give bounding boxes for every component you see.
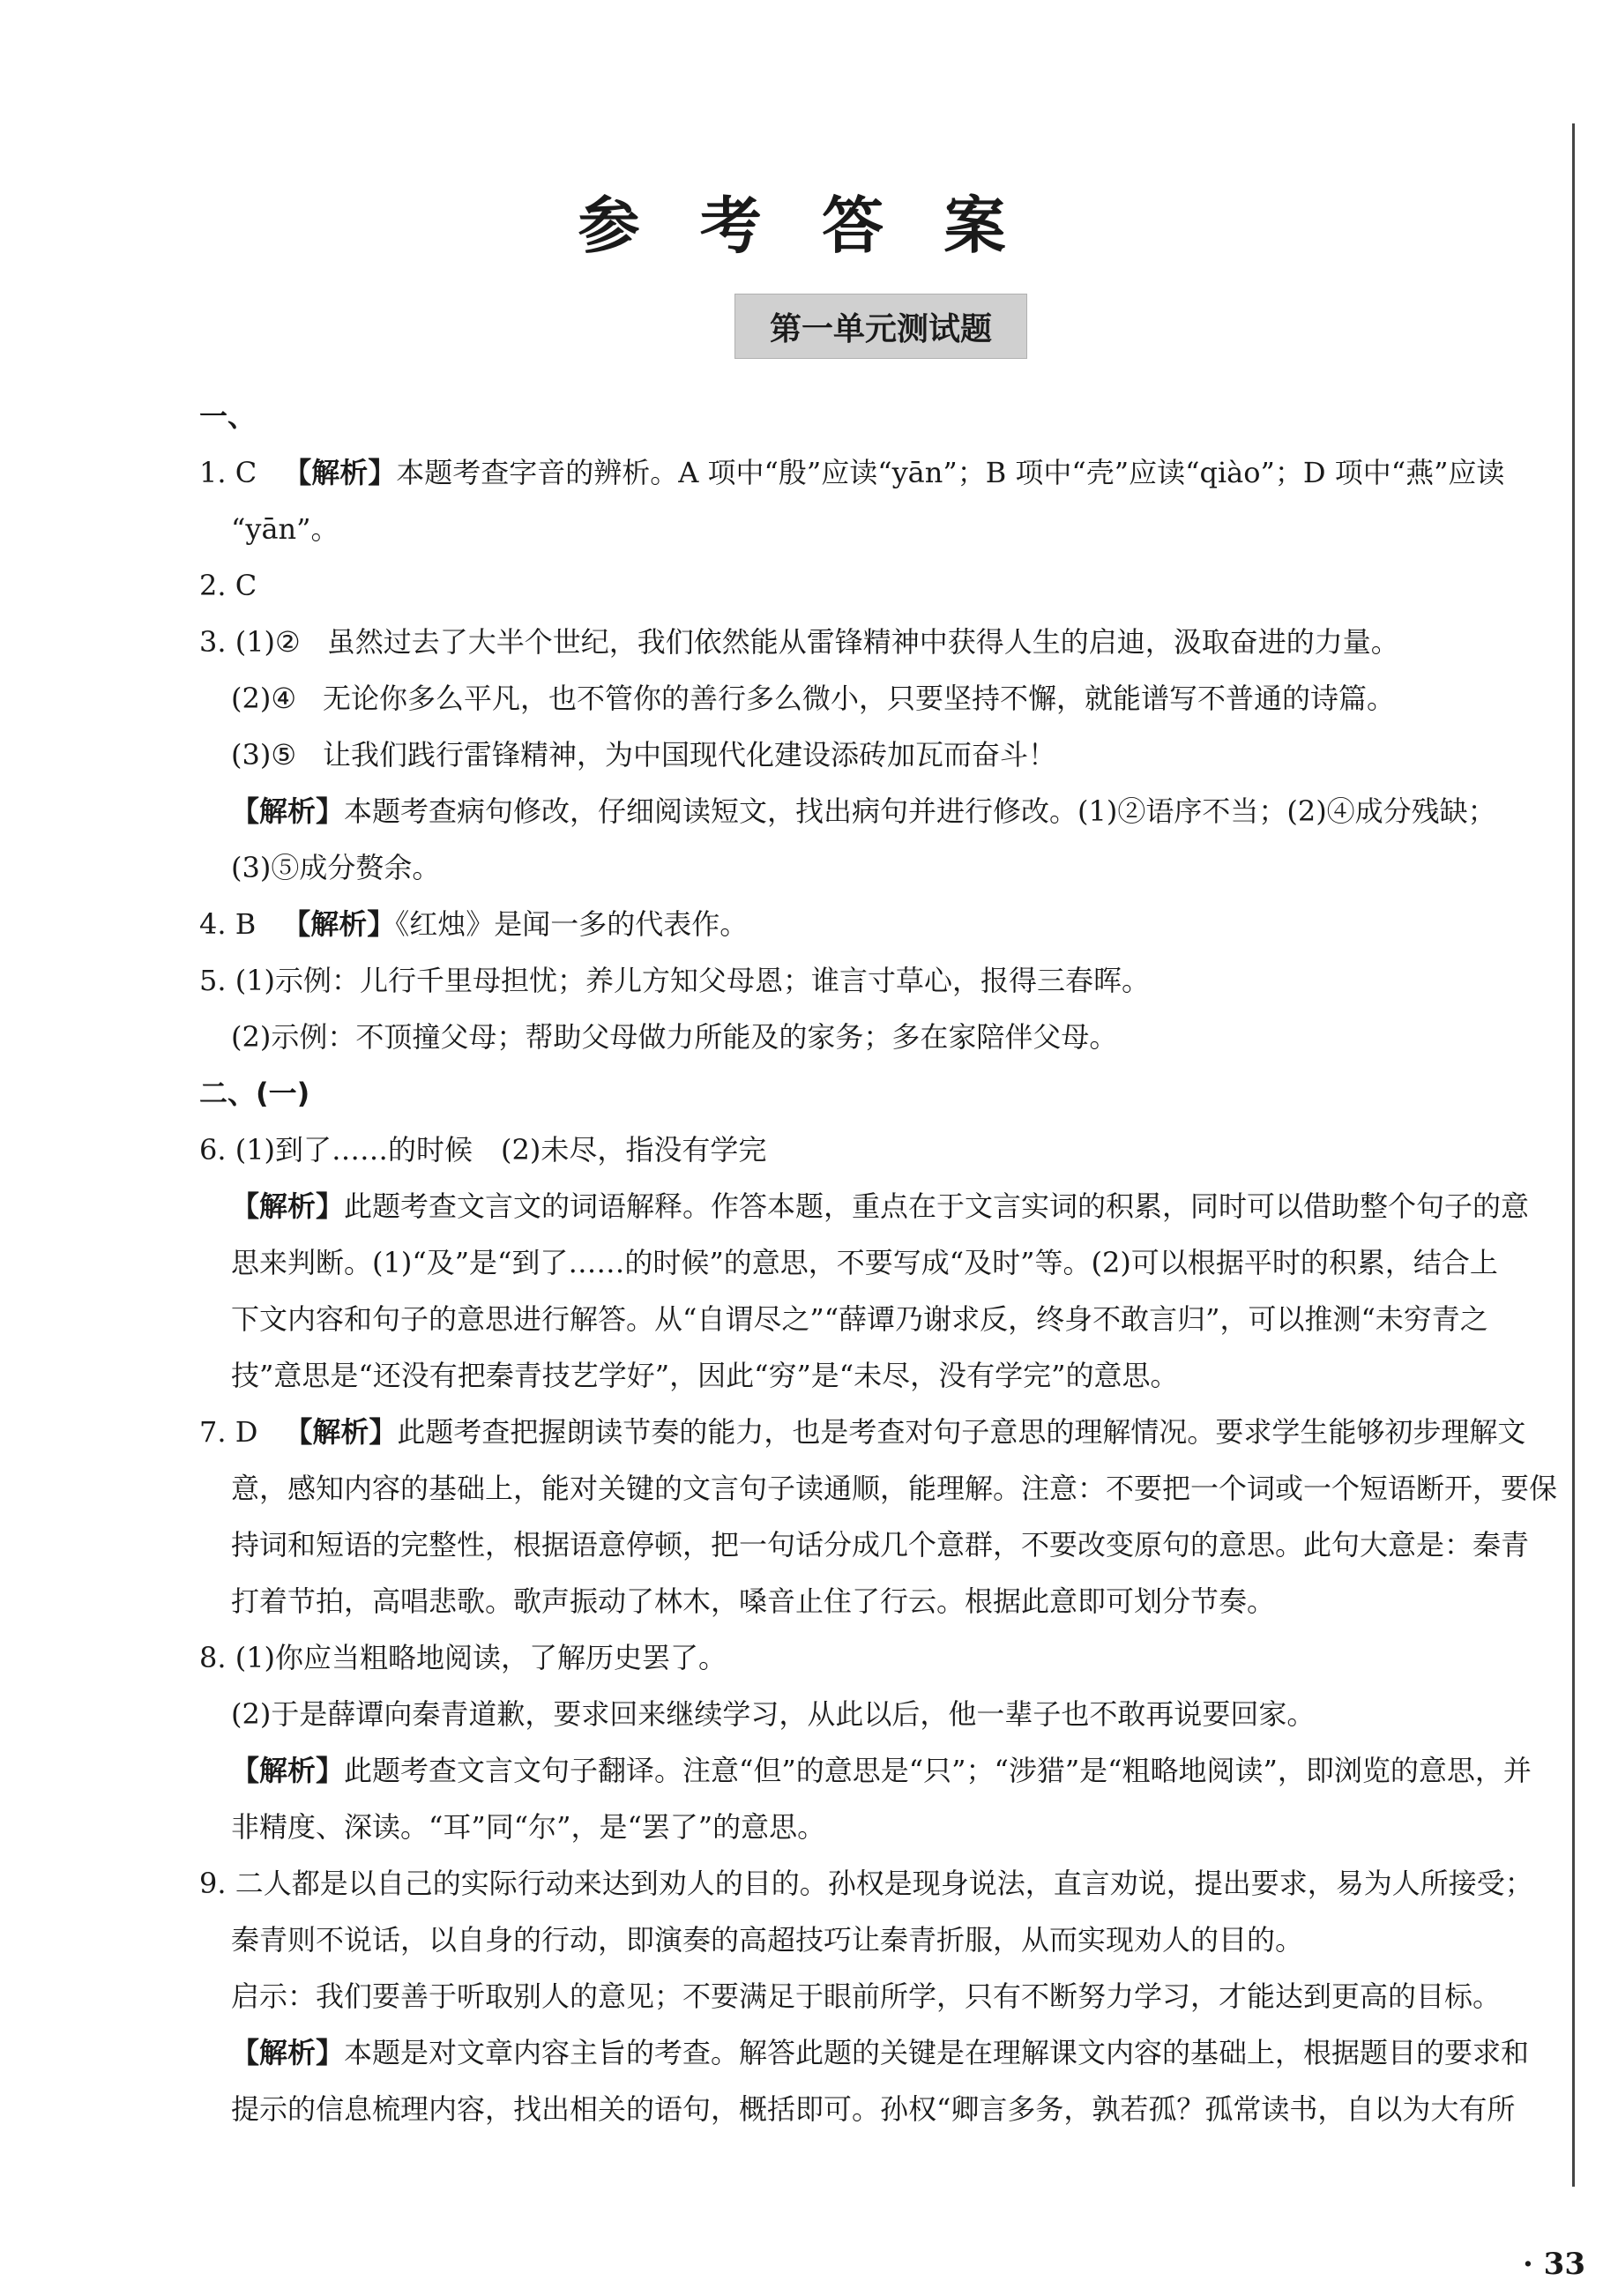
answer-line: (2)示例：不顶撞父母；帮助父母做力所能及的家务；多在家陪伴父母。 [231,1020,1118,1054]
answer-label: 3. (1)② [199,625,301,659]
analysis-text: 《红烛》是闻一多的代表作。 [395,907,749,941]
answer-line: (3)⑤成分赘余。 [231,851,441,884]
analysis-tag: 【解析】 [231,1189,345,1223]
analysis-tag: 【解析】 [231,2036,345,2069]
answer-text: 虽然过去了大半个世纪，我们依然能从雷锋精神中获得人生的启迪，汲取奋进的力量。 [326,625,1399,659]
analysis-tag: 【解析】 [231,1754,345,1787]
analysis-text: 本题考查字音的辨析。A 项中“殷”应读“yān”；B 项中“壳”应读“qiào”；D 项中“燕”应读 [396,456,1505,489]
analysis-text: 本题考查病句修改，仔细阅读短文，找出病句并进行修改。(1)②语序不当；(2)④成分残缺； [344,794,1496,828]
page-edge-rule [1572,123,1575,2187]
answer-line: 技”意思是“还没有把秦青技艺学好”，因此“穷”是“未尽，没有学完”的意思。 [231,1359,1179,1392]
page-title: 参 考 答 案 [578,189,1025,262]
answer-line [199,670,1548,727]
answer-line [199,783,1548,839]
analysis-text: 此题考查文言文句子翻译。注意“但”的意思是“只”；“涉猎”是“粗略地阅读”，即浏览的意思，并 [344,1754,1532,1787]
answer-line: 8. (1)你应当粗略地阅读，了解历史罢了。 [199,1641,727,1674]
answer-line: 秦青则不说话，以自身的行动，即演奏的高超技巧让秦青折服，从而实现劝人的目的。 [231,1923,1304,1957]
answer-text: 无论你多么平凡，也不管你的善行多么微小，只要坚持不懈，就能谱写不普通的诗篇。 [323,682,1396,715]
answer-line: 2. C [199,569,257,602]
answer-line [199,896,1548,952]
answer-line: “yān”。 [231,512,339,546]
answer-line: 9. 二人都是以自己的实际行动来达到劝人的目的。孙权是现身说法，直言劝说，提出要求，易为人所接受； [199,1867,1533,1900]
answer-line [199,1404,1548,1460]
answer-text: 让我们践行雷锋精神，为中国现代化建设添砖加瓦而奋斗！ [323,738,1057,772]
answer-label: (3)⑤ [231,738,297,772]
answer-line: 启示：我们要善于听取别人的意见；不要满足于眼前所学，只有不断努力学习，才能达到更高的目标。 [231,1979,1502,2013]
answer-line [199,2024,1548,2081]
answer-line: 6. (1)到了……的时候 (2)未尽，指没有学完 [199,1133,767,1167]
analysis-text: 此题考查文言文的词语解释。作答本题，重点在于文言实词的积累，同时可以借助整个句子的意 [344,1189,1530,1223]
analysis-tag: 【解析】 [284,1415,398,1449]
analysis-text: 此题考查把握朗读节奏的能力，也是考查对句子意思的理解情况。要求学生能够初步理解文 [397,1415,1526,1449]
answer-line [199,614,1548,670]
answer-line: 持词和短语的完整性，根据语意停顿，把一句话分成几个意群，不要改变原句的意思。此句大意是：秦青 [231,1528,1530,1562]
answer-line [199,1742,1548,1799]
analysis-text: 本题是对文章内容主旨的考查。解答此题的关键是在理解课文内容的基础上，根据题目的要求和 [344,2036,1530,2069]
answer-line: 思来判断。(1)“及”是“到了……的时候”的意思，不要写成“及时”等。(2)可以根据平时的积累，结合上 [231,1246,1498,1279]
answer-content [199,388,1558,2137]
answer-line: 意，感知内容的基础上，能对关键的文言句子读通顺，能理解。注意：不要把一个词或一个短语断开，要保 [231,1472,1558,1505]
page-number: · 33 [1523,2247,1585,2282]
analysis-tag: 【解析】 [283,456,397,489]
answer-line [199,444,1548,501]
answer-label: (2)④ [231,682,297,715]
answer-line: 5. (1)示例：儿行千里母担忧；养儿方知父母恩；谁言寸草心，报得三春晖。 [199,964,1151,997]
analysis-tag: 【解析】 [231,794,345,828]
answer-line: 提示的信息梳理内容，找出相关的语句，概括即可。孙权“卿言多务，孰若孤？孤常读书，自以为大有所 [231,2092,1516,2126]
answer-label: 4. B [199,907,257,941]
answer-line: 打着节拍，高唱悲歌。歌声振动了林木，嗓音止住了行云。根据此意即可划分节奏。 [231,1584,1276,1618]
answer-label: 1. C [199,456,257,489]
answer-line [199,1178,1548,1234]
answer-line: 下文内容和句子的意思进行解答。从“自谓尽之”“薛谭乃谢求反，终身不敢言归”，可以推测“未穷青之 [231,1302,1488,1336]
analysis-tag: 【解析】 [282,907,396,941]
unit-heading: 第一单元测试题 [734,294,1027,359]
answer-line [199,727,1548,783]
answer-line: 非精度、深读。“耳”同“尔”，是“罢了”的意思。 [231,1810,826,1844]
section-heading: 二、(一) [199,1077,310,1110]
answer-label: 7. D [199,1415,258,1449]
answer-line: (2)于是薛谭向秦青道歉，要求回来继续学习，从此以后，他一辈子也不敢再说要回家。 [231,1697,1316,1731]
section-heading: 一、 [199,399,257,433]
